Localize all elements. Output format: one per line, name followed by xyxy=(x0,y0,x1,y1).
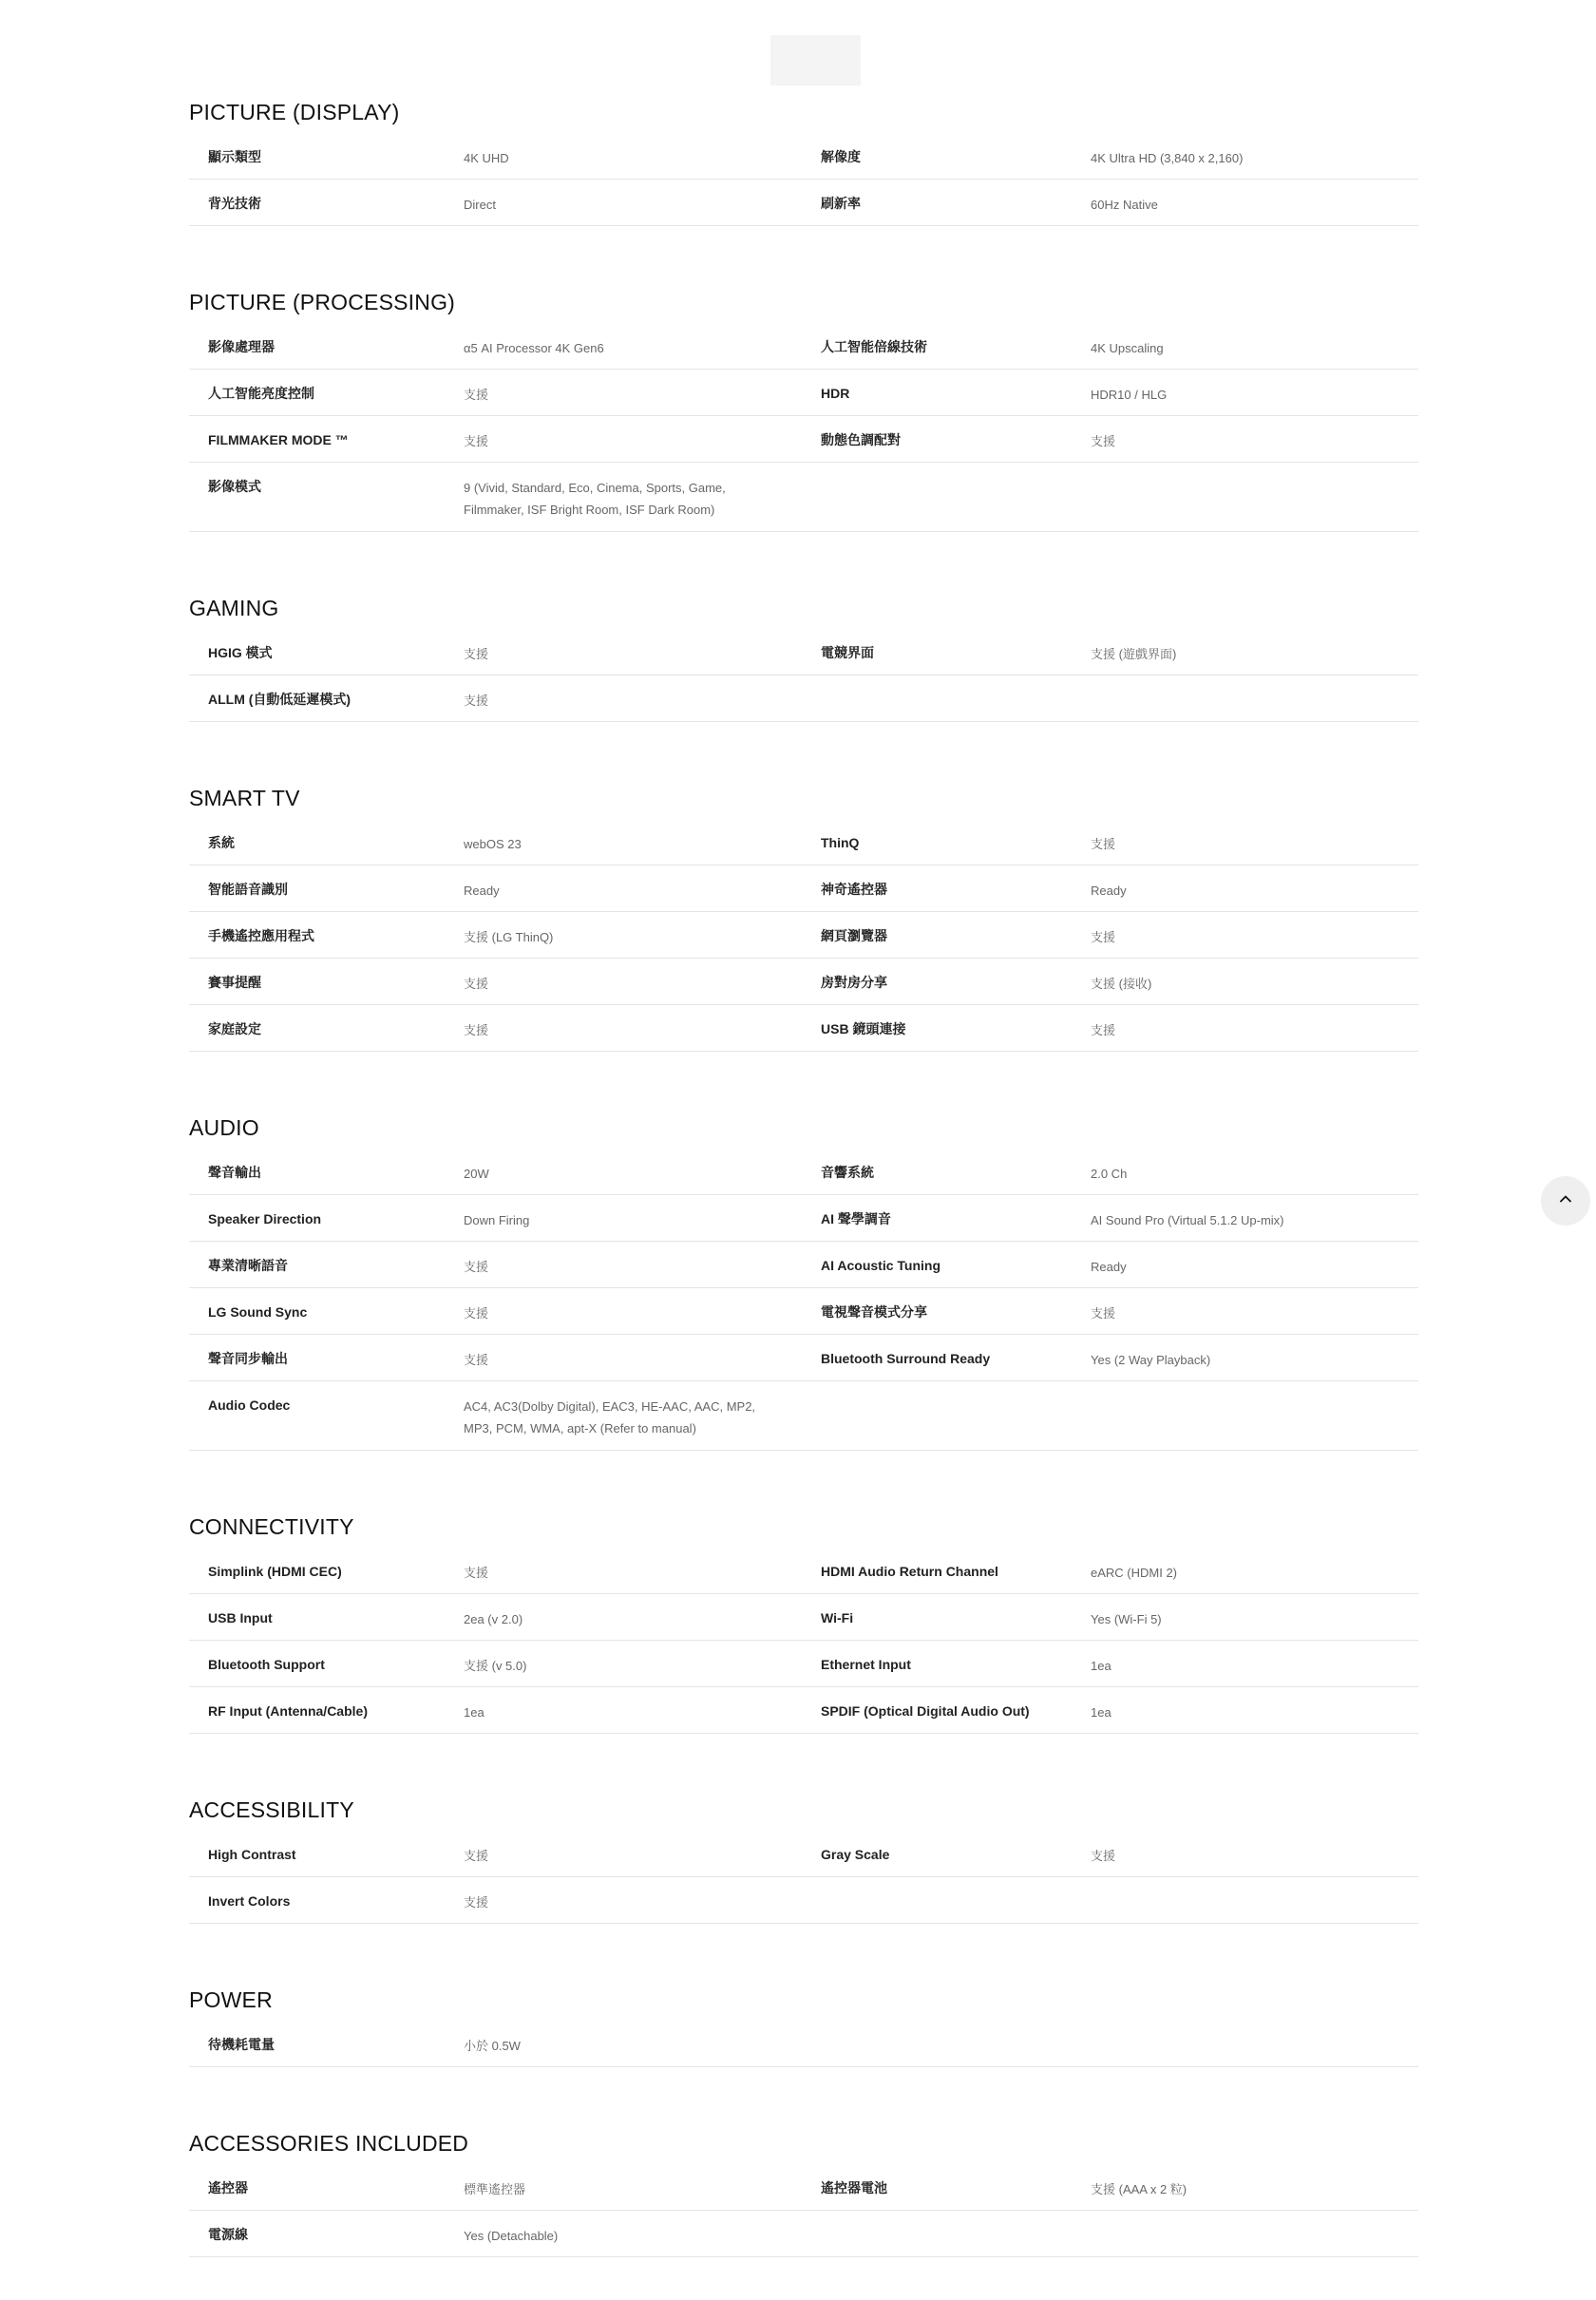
spec-label: HDR xyxy=(821,386,850,401)
spec-table xyxy=(189,1831,1418,1924)
spec-value: Yes (2 Way Playback) xyxy=(1091,1353,1211,1367)
spec-value-line: α5 AI Processor 4K Gen6 xyxy=(464,341,604,355)
spec-label: LG Sound Sync xyxy=(208,1304,308,1320)
spec-label: 刷新率 xyxy=(821,196,861,211)
spec-label xyxy=(815,2035,1085,2066)
spec-label: 影像處理器 xyxy=(208,339,275,354)
spec-row xyxy=(189,1005,1418,1052)
spec-row xyxy=(189,675,1418,722)
spec-list xyxy=(189,91,1418,2300)
spec-value-line: 支援 xyxy=(464,977,489,991)
section-title: ACCESSIBILITY xyxy=(189,1797,354,1822)
section-title: GAMING xyxy=(189,596,279,620)
spec-section xyxy=(189,777,1418,1052)
spec-label: 影像模式 xyxy=(208,479,261,494)
section-title: CONNECTIVITY xyxy=(189,1514,354,1539)
spec-value xyxy=(460,1256,815,1287)
section-title: PICTURE (DISPLAY) xyxy=(189,100,400,124)
spec-row xyxy=(189,1641,1418,1687)
spec-row xyxy=(189,865,1418,912)
spec-table xyxy=(189,2021,1418,2067)
spec-value xyxy=(1085,2035,1418,2066)
spec-value xyxy=(460,1562,815,1593)
section-title: PICTURE (PROCESSING) xyxy=(189,290,456,314)
spec-label: HGIG 模式 xyxy=(208,645,273,660)
spec-row xyxy=(189,1242,1418,1288)
spec-value xyxy=(460,880,815,911)
spec-value: 支援 xyxy=(1091,930,1116,944)
spec-value-line: 小於 0.5W xyxy=(464,2039,521,2053)
section-title: AUDIO xyxy=(189,1115,259,1140)
spec-value xyxy=(460,194,815,225)
spec-value-line: 4K UHD xyxy=(464,151,509,165)
spec-label: 遙控器 xyxy=(208,2180,248,2195)
spec-table xyxy=(189,819,1418,1052)
spec-label: Wi-Fi xyxy=(821,1610,854,1625)
spec-section xyxy=(189,1107,1418,1451)
spec-label: 人工智能亮度控制 xyxy=(208,386,314,401)
section-title: POWER xyxy=(189,1987,273,2012)
spec-label: Ethernet Input xyxy=(821,1657,911,1672)
spec-value xyxy=(460,1163,815,1194)
spec-value: Ready xyxy=(1091,1260,1127,1274)
spec-table xyxy=(189,133,1418,226)
spec-row xyxy=(189,1195,1418,1242)
spec-label: 遙控器電池 xyxy=(821,2180,887,2195)
spec-value: 支援 (遊戲界面) xyxy=(1091,647,1177,661)
spec-label: FILMMAKER MODE ™ xyxy=(208,432,349,447)
spec-label: 網頁瀏覽器 xyxy=(821,928,887,943)
spec-label: 解像度 xyxy=(821,149,861,164)
spec-value: 支援 xyxy=(1091,434,1116,448)
spec-value xyxy=(460,1891,815,1923)
spec-label xyxy=(815,1891,1085,1923)
spec-section xyxy=(189,1789,1418,1924)
spec-value: Yes (Wi-Fi 5) xyxy=(1091,1612,1162,1626)
spec-label: ThinQ xyxy=(821,835,860,850)
spec-value xyxy=(460,1655,815,1686)
chevron-up-icon xyxy=(1558,1191,1573,1211)
spec-value-line: 20W xyxy=(464,1167,489,1181)
spec-value xyxy=(460,643,815,675)
spec-value: Ready xyxy=(1091,884,1127,898)
spec-value-line: Yes (Detachable) xyxy=(464,2229,559,2243)
spec-label: Audio Codec xyxy=(208,1397,291,1413)
spec-row xyxy=(189,323,1418,370)
spec-value-line: Down Firing xyxy=(464,1213,530,1227)
spec-label: AI 聲學調音 xyxy=(821,1211,891,1226)
spec-row xyxy=(189,1149,1418,1195)
spec-label: Bluetooth Surround Ready xyxy=(821,1351,991,1366)
spec-label: Speaker Direction xyxy=(208,1211,322,1226)
spec-label xyxy=(815,2225,1085,2256)
spec-row xyxy=(189,180,1418,226)
spec-row xyxy=(189,133,1418,180)
spec-value-line: MP3, PCM, WMA, apt-X (Refer to manual) xyxy=(464,1421,696,1435)
spec-row xyxy=(189,629,1418,675)
spec-value xyxy=(460,690,815,721)
spec-value: HDR10 / HLG xyxy=(1091,388,1168,402)
spec-value: 4K Upscaling xyxy=(1091,341,1164,355)
spec-section xyxy=(189,1979,1418,2067)
spec-label: 神奇遙控器 xyxy=(821,882,887,897)
spec-value-line: 支援 xyxy=(464,1260,489,1274)
spec-label: USB Input xyxy=(208,1610,273,1625)
scroll-to-top-button[interactable] xyxy=(1541,1176,1590,1226)
spec-row xyxy=(189,819,1418,865)
spec-value-line: 支援 xyxy=(464,434,489,448)
spec-section xyxy=(189,587,1418,722)
spec-section xyxy=(189,91,1418,226)
spec-label: AI Acoustic Tuning xyxy=(821,1258,940,1273)
spec-value-line: 支援 xyxy=(464,388,489,402)
spec-value: 2.0 Ch xyxy=(1091,1167,1128,1181)
spec-label: Invert Colors xyxy=(208,1893,291,1909)
spec-label: 電競界面 xyxy=(821,645,874,660)
spec-value xyxy=(460,1845,815,1876)
spec-value: 60Hz Native xyxy=(1091,198,1158,212)
spec-row xyxy=(189,1335,1418,1381)
spec-value-line: 支援 xyxy=(464,1566,489,1580)
spec-value-line: 支援 xyxy=(464,647,489,661)
spec-label: 待機耗電量 xyxy=(208,2037,275,2052)
spec-row xyxy=(189,416,1418,463)
spec-label xyxy=(815,690,1085,721)
spec-row xyxy=(189,1288,1418,1335)
spec-value xyxy=(1085,1891,1418,1923)
section-title: ACCESSORIES INCLUDED xyxy=(189,2131,469,2156)
spec-value: eARC (HDMI 2) xyxy=(1091,1566,1178,1580)
spec-value-line: 支援 (LG ThinQ) xyxy=(464,930,554,944)
spec-value xyxy=(460,1396,815,1450)
spec-value xyxy=(460,477,815,531)
spec-value-line: 支援 xyxy=(464,1023,489,1037)
spec-section xyxy=(189,281,1418,532)
spec-value xyxy=(460,2225,815,2256)
spec-value: 1ea xyxy=(1091,1659,1112,1673)
spec-table xyxy=(189,629,1418,722)
spec-label: Bluetooth Support xyxy=(208,1657,325,1672)
spec-value-line: 標準遙控器 xyxy=(464,2182,526,2196)
spec-value xyxy=(460,337,815,369)
spec-label: Simplink (HDMI CEC) xyxy=(208,1564,342,1579)
spec-section xyxy=(189,1506,1418,1734)
spec-label: 電視聲音模式分享 xyxy=(821,1304,927,1320)
spec-value: 4K Ultra HD (3,840 x 2,160) xyxy=(1091,151,1244,165)
spec-label: 聲音同步輸出 xyxy=(208,1351,288,1366)
spec-label: 專業清晰語音 xyxy=(208,1258,288,1273)
spec-table xyxy=(189,2164,1418,2257)
spec-value-line: 支援 (v 5.0) xyxy=(464,1659,527,1673)
spec-value-line: webOS 23 xyxy=(464,837,522,851)
spec-value xyxy=(460,926,815,958)
spec-value-line: 1ea xyxy=(464,1705,484,1720)
spec-value-line: Ready xyxy=(464,884,500,898)
spec-row xyxy=(189,1831,1418,1877)
spec-value: 支援 xyxy=(1091,1306,1116,1321)
spec-value xyxy=(1085,2225,1418,2256)
spec-label: 系統 xyxy=(208,835,235,850)
spec-value-line: Filmmaker, ISF Bright Room, ISF Dark Room) xyxy=(464,503,715,517)
spec-label: 賽事提醒 xyxy=(208,975,261,990)
spec-label: ALLM (自動低延遲模式) xyxy=(208,692,352,707)
spec-label xyxy=(815,1396,1085,1450)
top-placeholder-image xyxy=(770,35,861,86)
spec-row xyxy=(189,2211,1418,2257)
spec-value xyxy=(460,2035,815,2066)
spec-value: 支援 xyxy=(1091,837,1116,851)
spec-value-line: 支援 xyxy=(464,1849,489,1863)
spec-row xyxy=(189,959,1418,1005)
spec-value-line: 支援 xyxy=(464,1353,489,1367)
section-title: SMART TV xyxy=(189,786,300,810)
spec-value-line: 2ea (v 2.0) xyxy=(464,1612,523,1626)
spec-label: 房對房分享 xyxy=(821,975,887,990)
spec-value-line: 9 (Vivid, Standard, Eco, Cinema, Sports, Game, xyxy=(464,481,726,495)
spec-value-line: AC4, AC3(Dolby Digital), EAC3, HE-AAC, AAC, MP2, xyxy=(464,1399,756,1414)
spec-table xyxy=(189,1548,1418,1734)
spec-label: 家庭設定 xyxy=(208,1021,261,1036)
spec-value xyxy=(460,1209,815,1241)
spec-label: SPDIF (Optical Digital Audio Out) xyxy=(821,1703,1030,1719)
spec-label: 電源線 xyxy=(208,2227,248,2242)
spec-row xyxy=(189,1877,1418,1924)
spec-label: 顯示類型 xyxy=(208,149,261,164)
spec-value xyxy=(460,384,815,415)
spec-label: 音響系統 xyxy=(821,1165,874,1180)
spec-row xyxy=(189,463,1418,532)
spec-value: 1ea xyxy=(1091,1705,1112,1720)
spec-label: USB 鏡頭連接 xyxy=(821,1021,906,1036)
spec-label: 智能語音識別 xyxy=(208,882,288,897)
spec-label xyxy=(815,477,1085,531)
spec-value xyxy=(1085,1396,1418,1450)
spec-value xyxy=(460,1302,815,1334)
spec-value xyxy=(460,1608,815,1640)
spec-value-line: 支援 xyxy=(464,1895,489,1910)
spec-row xyxy=(189,2164,1418,2211)
spec-label: HDMI Audio Return Channel xyxy=(821,1564,998,1579)
spec-value-line: 支援 xyxy=(464,694,489,708)
spec-label: 背光技術 xyxy=(208,196,261,211)
spec-row xyxy=(189,1594,1418,1641)
spec-label: 人工智能倍線技術 xyxy=(821,339,927,354)
spec-value xyxy=(1085,477,1418,531)
spec-section xyxy=(189,2122,1418,2257)
spec-value: 支援 (AAA x 2 粒) xyxy=(1091,2182,1188,2196)
spec-value xyxy=(460,147,815,179)
spec-label: 動態色調配對 xyxy=(821,432,901,447)
spec-table xyxy=(189,323,1418,532)
spec-value: 支援 xyxy=(1091,1023,1116,1037)
spec-row xyxy=(189,2021,1418,2067)
spec-value xyxy=(460,1701,815,1733)
spec-value xyxy=(460,833,815,865)
spec-value xyxy=(460,2178,815,2210)
spec-value xyxy=(460,1349,815,1380)
spec-table xyxy=(189,1149,1418,1451)
spec-label: High Contrast xyxy=(208,1847,296,1862)
spec-label: RF Input (Antenna/Cable) xyxy=(208,1703,368,1719)
spec-value xyxy=(1085,690,1418,721)
spec-value-line: Direct xyxy=(464,198,496,212)
spec-row xyxy=(189,1548,1418,1594)
spec-label: Gray Scale xyxy=(821,1847,890,1862)
spec-value-line: 支援 xyxy=(464,1306,489,1321)
spec-value: 支援 (接收) xyxy=(1091,977,1152,991)
spec-label: 聲音輸出 xyxy=(208,1165,261,1180)
spec-row xyxy=(189,370,1418,416)
spec-value xyxy=(460,1019,815,1051)
spec-label: 手機遙控應用程式 xyxy=(208,928,314,943)
spec-value xyxy=(460,430,815,462)
spec-value: 支援 xyxy=(1091,1849,1116,1863)
spec-value: AI Sound Pro (Virtual 5.1.2 Up-mix) xyxy=(1091,1213,1284,1227)
spec-value xyxy=(460,973,815,1004)
spec-row xyxy=(189,912,1418,959)
spec-row xyxy=(189,1381,1418,1451)
spec-row xyxy=(189,1687,1418,1734)
